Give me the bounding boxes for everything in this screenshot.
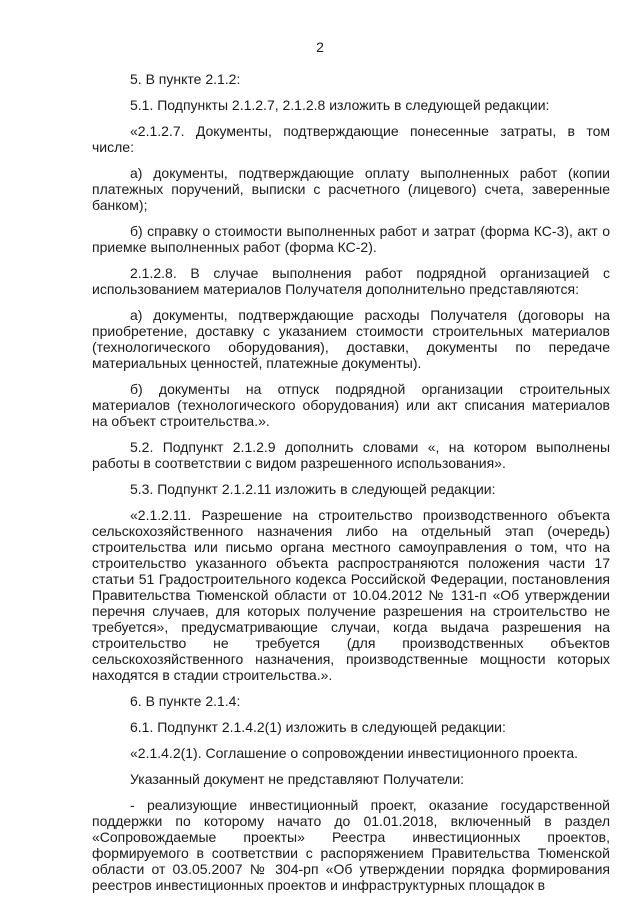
- paragraph: б) документы на отпуск подрядной организации строительных материалов (технологического оборудования) или акт списания материалов на объект строительства.».: [92, 381, 610, 429]
- document-body: [92, 71, 610, 903]
- paragraph: 6. В пункте 2.1.4:: [130, 693, 241, 709]
- paragraph: «2.1.2.7. Документы, подтверждающие понесенные затраты, в том числе:: [92, 123, 610, 155]
- paragraph: б) справку о стоимости выполненных работ и затрат (форма КС-3), акт о приемке выполненных работ (форма КС-2).: [92, 223, 610, 255]
- paragraph: Указанный документ не представляют Получатели:: [130, 771, 465, 787]
- paragraph: 5.2. Подпункт 2.1.2.9 дополнить словами «, на котором выполнены работы в соответствии с видом разрешенного использования».: [92, 439, 610, 471]
- paragraph: «2.1.4.2(1). Соглашение о сопровождении инвестиционного проекта.: [130, 745, 578, 761]
- paragraph: 5.3. Подпункт 2.1.2.11 изложить в следующей редакции:: [130, 481, 496, 497]
- paragraph: 6.1. Подпункт 2.1.4.2(1) изложить в следующей редакции:: [130, 719, 506, 735]
- paragraph: 5.1. Подпункты 2.1.2.7, 2.1.2.8 изложить в следующей редакции:: [130, 97, 550, 113]
- paragraph: «2.1.2.11. Разрешение на строительство производственного объекта сельскохозяйственного назначения либо на отдельный этап (очередь) строительства или письмо органа местного самоуправления о том, что на строительство указанного объекта распространяются положения части 17 статьи 51 Градостроительного кодекса Российской Федерации, постановления Правительства Тюменской области от 10.04.2012 № 131-п «Об утверждении перечня случаев, для которых получение разрешения на строительство не требуется», предусматривающие случаи, когда выдача разрешения на строительство не требуется (для производственных объектов сельскохозяйственного назначения, производственные мощности которых находятся в стадии строительства.».: [92, 507, 610, 683]
- paragraph: - реализующие инвестиционный проект, оказание государственной поддержки по которому начато до 01.01.2018, включенный в раздел «Сопровождаемые проекты» Реестра инвестиционных проектов, формируемого в соответствии с распоряжением Правительства Тюменской области от 03.05.2007 № 304-рп «Об утверждении порядка формирования реестров инвестиционных проектов и инфраструктурных площадок в: [92, 797, 610, 893]
- paragraph: 5. В пункте 2.1.2:: [130, 71, 241, 87]
- page-number: 2: [316, 39, 324, 55]
- paragraph: а) документы, подтверждающие оплату выполненных работ (копии платежных поручений, выписки с расчетного (лицевого) счета, заверенные банком);: [92, 165, 610, 213]
- paragraph: 2.1.2.8. В случае выполнения работ подрядной организацией с использованием материалов Получателя дополнительно представляются:: [92, 265, 610, 297]
- paragraph: а) документы, подтверждающие расходы Получателя (договоры на приобретение, доставку с указанием стоимости строительных материалов (технологического оборудования), доставки, документы по передаче материальных ценностей, платежные документы).: [92, 307, 610, 371]
